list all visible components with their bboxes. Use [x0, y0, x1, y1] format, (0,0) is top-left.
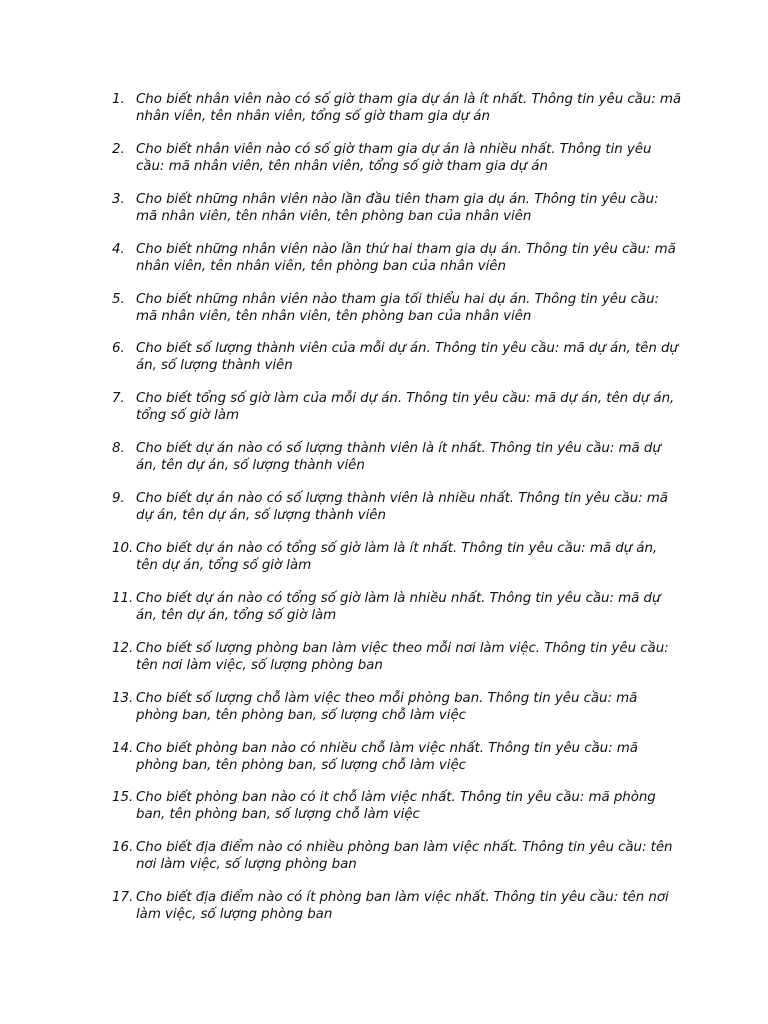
question-item	[112, 889, 682, 923]
question-item	[112, 740, 682, 774]
question-item	[112, 590, 682, 624]
question-number: 6.	[112, 341, 125, 357]
question-item	[112, 640, 682, 674]
question-number: 3.	[112, 191, 125, 207]
question-text: Cho biết dự án nào có tổng số giờ làm là nhiều nhất. Thông tin yêu cầu: mã dự án, tên dự án, tổng số giờ làm	[136, 590, 661, 623]
question-item	[112, 540, 682, 574]
question-number: 17.	[112, 890, 134, 906]
question-text: Cho biết phòng ban nào có it chỗ làm việc nhất. Thông tin yêu cầu: mã phòng ban, tên phòng ban, số lượng chỗ làm việc	[136, 790, 656, 823]
question-number: 8.	[112, 441, 125, 457]
question-number: 7.	[112, 391, 125, 407]
question-item	[112, 191, 682, 225]
question-text: Cho biết dự án nào có tổng số giờ làm là ít nhất. Thông tin yêu cầu: mã dự án, tên dự án, tổng số giờ làm	[136, 541, 658, 574]
question-text: Cho biết dự án nào có số lượng thành viên là nhiều nhất. Thông tin yêu cầu: mã dự án, tên dự án, số lượng thành viên	[136, 491, 668, 524]
question-item	[112, 839, 682, 873]
question-text: Cho biết nhân viên nào có số giờ tham gia dự án là nhiều nhất. Thông tin yêu cầu: mã nhân viên, tên nhân viên, tổng số giờ tham gia dự án	[136, 141, 652, 174]
question-text: Cho biết những nhân viên nào lần thứ hai tham gia dụ án. Thông tin yêu cầu: mã nhân viên, tên nhân viên, tên phòng ban của nhân viên	[136, 241, 676, 274]
question-number: 9.	[112, 491, 125, 507]
question-item	[112, 141, 682, 175]
question-text: Cho biết dự án nào có số lượng thành viên là ít nhất. Thông tin yêu cầu: mã dự án, tên dự án, số lượng thành viên	[136, 441, 661, 474]
question-item	[112, 690, 682, 724]
question-number: 4.	[112, 241, 125, 257]
question-number: 13.	[112, 690, 134, 706]
question-item	[112, 789, 682, 823]
question-number: 10.	[112, 541, 134, 557]
question-number: 5.	[112, 291, 125, 307]
question-number: 16.	[112, 840, 134, 856]
question-text: Cho biết nhân viên nào có số giờ tham gia dự án là ít nhất. Thông tin yêu cầu: mã nhân viên, tên nhân viên, tổng số giờ tham gia dự án	[136, 92, 682, 124]
question-text: Cho biết địa điểm nào có ít phòng ban làm việc nhất. Thông tin yêu cầu: tên nơi làm việc, số lượng phòng ban	[136, 890, 669, 923]
question-number: 14.	[112, 740, 134, 756]
question-text: Cho biết phòng ban nào có nhiều chỗ làm việc nhất. Thông tin yêu cầu: mã phòng ban, tên phòng ban, số lượng chỗ làm việc	[136, 740, 638, 773]
question-number: 1.	[112, 92, 125, 107]
question-number: 11.	[112, 590, 134, 606]
question-text: Cho biết những nhân viên nào lần đầu tiên tham gia dụ án. Thông tin yêu cầu: mã nhân viên, tên nhân viên, tên phòng ban của nhân viên	[136, 191, 659, 224]
question-text: Cho biết số lượng chỗ làm việc theo mỗi phòng ban. Thông tin yêu cầu: mã phòng ban, tên phòng ban, số lượng chỗ làm việc	[136, 690, 638, 723]
question-item	[112, 490, 682, 524]
question-number: 2.	[112, 141, 125, 157]
question-list	[112, 91, 682, 939]
question-number: 12.	[112, 640, 134, 656]
question-text: Cho biết địa điểm nào có nhiều phòng ban làm việc nhất. Thông tin yêu cầu: tên nơi làm việc, số lượng phòng ban	[136, 840, 673, 873]
question-number: 15.	[112, 790, 134, 806]
question-text: Cho biết tổng số giờ làm của mỗi dự án. Thông tin yêu cầu: mã dự án, tên dự án, tổng số giờ làm	[136, 391, 675, 424]
question-item	[112, 291, 682, 325]
question-text: Cho biết những nhân viên nào tham gia tối thiểu hai dụ án. Thông tin yêu cầu: mã nhân viên, tên nhân viên, tên phòng ban của nhân viên	[136, 291, 659, 324]
question-item	[112, 340, 682, 374]
question-item	[112, 241, 682, 275]
question-text: Cho biết số lượng phòng ban làm việc theo mỗi nơi làm việc. Thông tin yêu cầu: tên nơi làm việc, số lượng phòng ban	[136, 640, 669, 673]
question-text: Cho biết số lượng thành viên của mỗi dự án. Thông tin yêu cầu: mã dự án, tên dự án, số lượng thành viên	[136, 341, 678, 374]
question-item	[112, 390, 682, 424]
question-item	[112, 91, 682, 125]
question-item	[112, 440, 682, 474]
